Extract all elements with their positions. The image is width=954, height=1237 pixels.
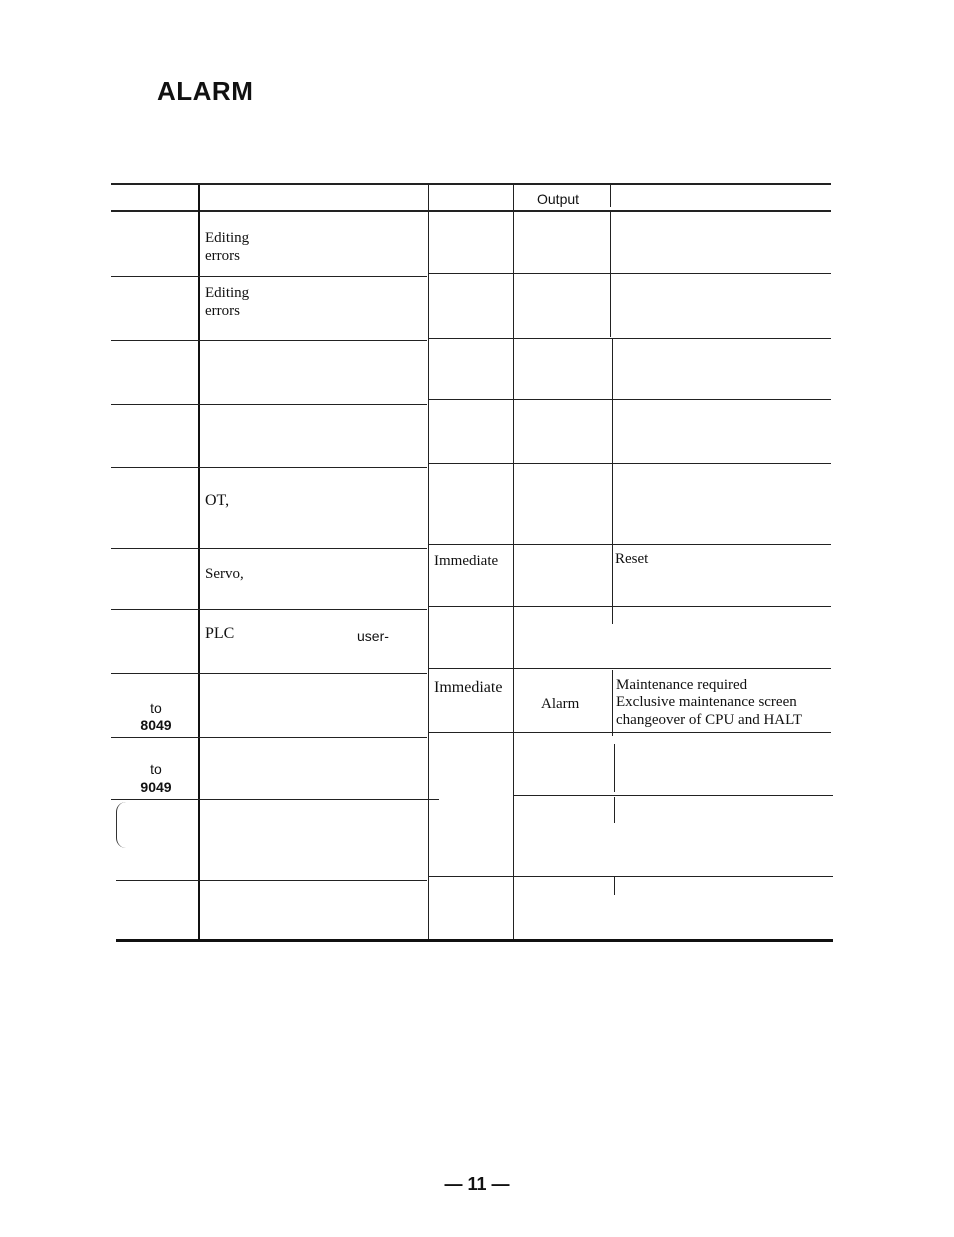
row-6-timing: Immediate (434, 553, 499, 569)
column-rule-4b (612, 339, 613, 607)
row-8-output: Alarm (541, 696, 580, 712)
row-rule (428, 273, 831, 274)
row-rule (111, 673, 427, 674)
row-rule (428, 544, 831, 545)
row-9-number-to: to (150, 761, 162, 777)
column-rule-4g (614, 877, 615, 895)
row-8-action-line2: Exclusive maintenance screen (616, 694, 797, 710)
column-rule-4a (610, 212, 611, 337)
column-rule-4c (612, 607, 613, 624)
row-rule (111, 404, 427, 405)
row-1-desc-line2: errors (205, 248, 240, 264)
page-title: ALARM (157, 76, 254, 106)
row-rule (111, 340, 427, 341)
row-rule (428, 732, 831, 733)
column-rule-2 (428, 185, 429, 939)
column-rule-4-header (610, 185, 611, 207)
page-number: — 11 — (444, 1174, 510, 1194)
row-7-desc: PLC (205, 625, 235, 642)
row-8-action-line3: changeover of CPU and HALT (616, 712, 803, 728)
table-top-rule (111, 183, 831, 185)
row-7-desc-extra: user- (357, 628, 389, 644)
column-rule-4f (614, 797, 615, 823)
row-8-timing: Immediate (434, 679, 503, 696)
row-9-number-end: 9049 (140, 779, 172, 795)
row-rule (111, 737, 427, 738)
bracket-mark (116, 802, 127, 848)
row-1-desc-line1: Editing (205, 230, 250, 246)
row-8-number-end: 8049 (140, 717, 172, 733)
row-rule (428, 463, 831, 464)
column-rule-1 (198, 185, 200, 941)
row-rule (428, 399, 831, 400)
table-bottom-rule (116, 939, 833, 942)
row-rule (111, 548, 427, 549)
row-rule (111, 467, 427, 468)
row-5-desc: OT, (205, 492, 230, 509)
row-2-desc-line1: Editing (205, 285, 250, 301)
column-rule-4d (612, 670, 613, 736)
column-rule-4e (614, 744, 615, 792)
row-8-action-line1: Maintenance required (616, 677, 748, 693)
header-output: Output (537, 191, 580, 207)
row-6-action: Reset (615, 551, 649, 567)
row-2-desc-line2: errors (205, 303, 240, 319)
row-rule (428, 668, 831, 669)
row-rule (111, 799, 439, 800)
row-rule (428, 606, 831, 607)
row-rule (111, 276, 427, 277)
column-rule-3 (513, 185, 514, 939)
row-rule (428, 876, 833, 877)
row-rule (513, 795, 833, 796)
row-rule (111, 609, 427, 610)
row-8-number-to: to (150, 700, 162, 716)
row-rule (428, 338, 831, 339)
row-6-desc: Servo, (205, 566, 244, 582)
header-bottom-rule (111, 210, 831, 212)
row-rule (116, 880, 427, 881)
